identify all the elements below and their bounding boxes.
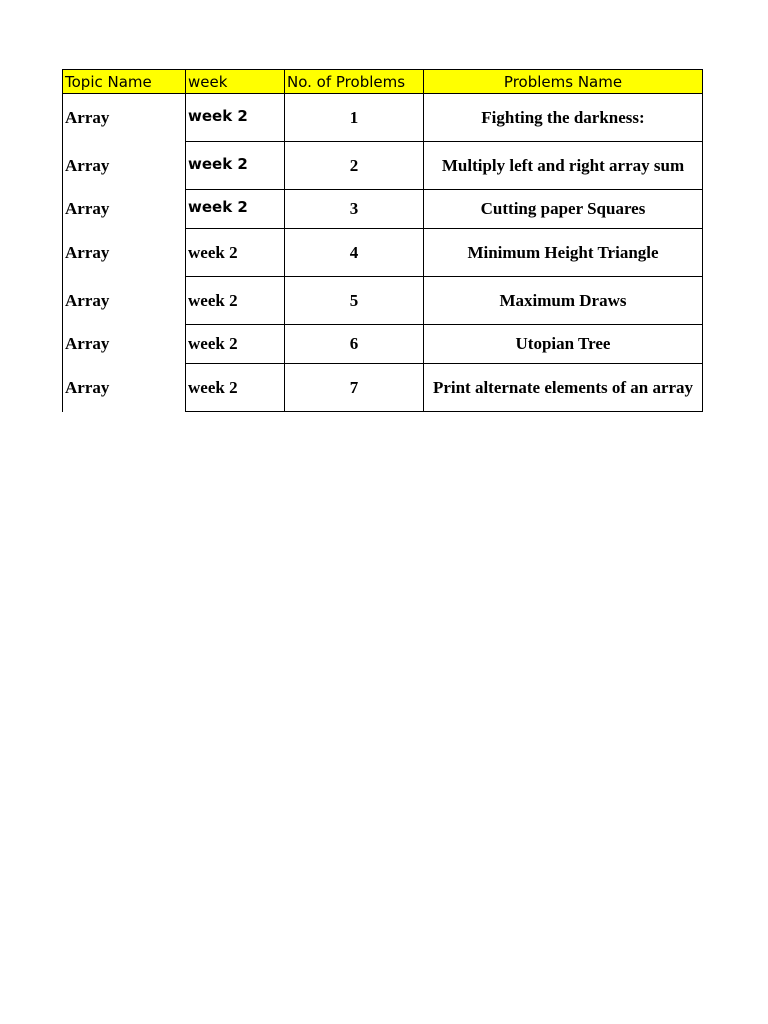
- week-cell: week 2: [186, 364, 285, 412]
- table-row: [63, 94, 703, 142]
- problem-number-cell: 1: [285, 94, 424, 142]
- topic-cell: Array: [63, 325, 186, 364]
- table-row: [63, 142, 703, 190]
- problems-sheet: [62, 69, 702, 412]
- topic-cell: Array: [63, 364, 186, 412]
- problem-number-cell: 4: [285, 229, 424, 277]
- problem-name-cell: Fighting the darkness:: [424, 94, 703, 142]
- topic-cell: Array: [63, 277, 186, 325]
- problem-name-cell: Print alternate elements of an array: [424, 364, 703, 412]
- problem-number-cell: 2: [285, 142, 424, 190]
- week-cell: week 2: [186, 277, 285, 325]
- table-row: [63, 190, 703, 229]
- problem-name-cell: Utopian Tree: [424, 325, 703, 364]
- topic-cell: Array: [63, 142, 186, 190]
- problem-number-cell: 6: [285, 325, 424, 364]
- topic-cell: Array: [63, 229, 186, 277]
- problems-table: [62, 69, 703, 412]
- topic-cell: Array: [63, 190, 186, 229]
- week-cell: week 2: [186, 325, 285, 364]
- header-problems-name: Problems Name: [424, 70, 703, 94]
- table-row: [63, 229, 703, 277]
- problem-name-cell: Cutting paper Squares: [424, 190, 703, 229]
- header-week: week: [186, 70, 285, 94]
- problem-name-cell: Maximum Draws: [424, 277, 703, 325]
- table-row: [63, 325, 703, 364]
- problem-name-cell: Multiply left and right array sum: [424, 142, 703, 190]
- topic-cell: Array: [63, 94, 186, 142]
- problem-name-cell: Minimum Height Triangle: [424, 229, 703, 277]
- problem-number-cell: 7: [285, 364, 424, 412]
- header-no-of-problems: No. of Problems: [285, 70, 424, 94]
- week-cell: week 2: [186, 229, 285, 277]
- problem-number-cell: 3: [285, 190, 424, 229]
- header-row: [63, 70, 703, 94]
- week-cell: week 2: [186, 94, 285, 142]
- problem-number-cell: 5: [285, 277, 424, 325]
- table-row: [63, 277, 703, 325]
- week-cell: week 2: [186, 190, 285, 229]
- header-topic-name: Topic Name: [63, 70, 186, 94]
- table-row: [63, 364, 703, 412]
- week-cell: week 2: [186, 142, 285, 190]
